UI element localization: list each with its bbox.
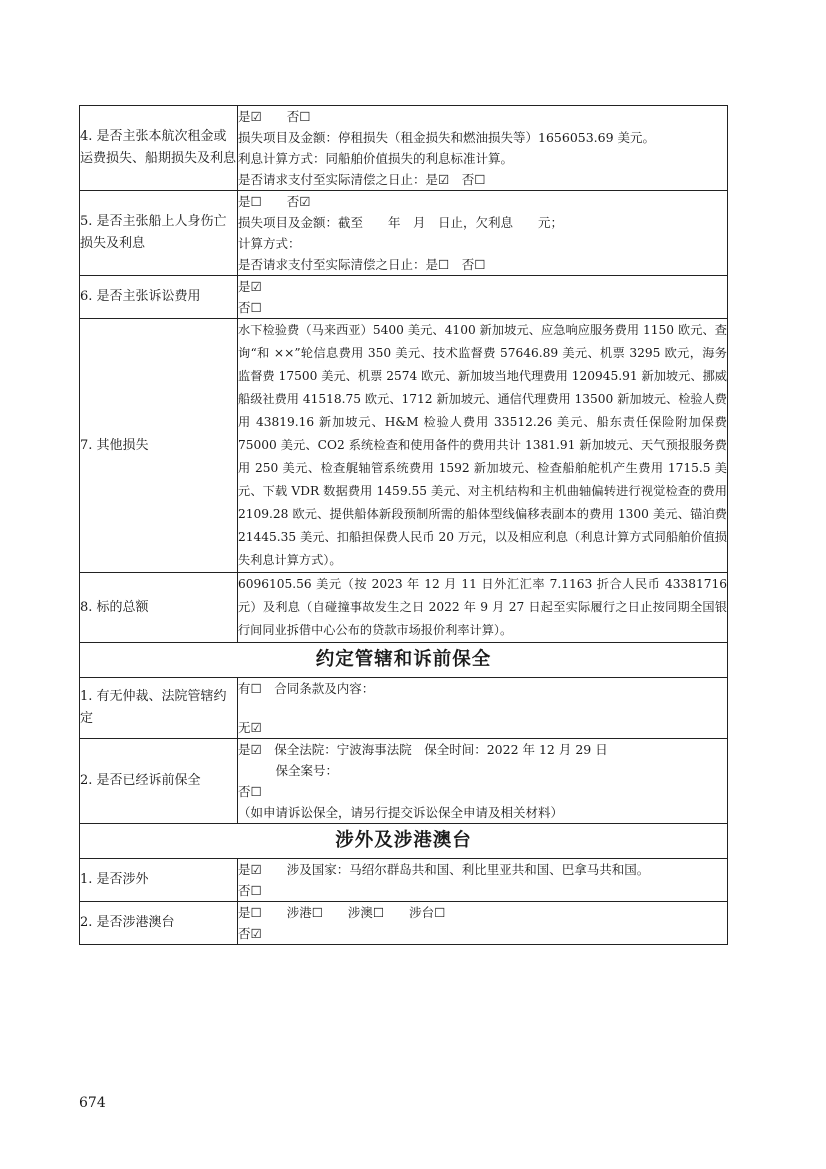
loss-items-amount: 损失项目及金额：截至 年 月 日止，欠利息 元；	[238, 215, 564, 230]
row-litigation-costs	[80, 276, 728, 319]
calculation-method: 计算方式：	[238, 236, 301, 251]
row-content	[238, 573, 728, 643]
row-foreign-related	[80, 859, 728, 902]
claim-form-table	[79, 105, 728, 945]
preservation-case-number: 保全案号：	[238, 763, 339, 778]
claim-choice: 是☐ 否☑	[238, 194, 311, 209]
section-title: 涉外及涉港澳台	[80, 824, 728, 859]
section-header-jurisdiction	[80, 643, 728, 678]
pay-until-settlement: 是否请求支付至实际清偿之日止：是☐ 否☐	[238, 257, 486, 272]
row-label: 2. 是否已经诉前保全	[80, 739, 238, 824]
pay-until-settlement: 是否请求支付至实际清偿之日止：是☑ 否☐	[238, 172, 486, 187]
other-losses-text: 水下检验费（马来西亚）5400 美元、4100 新加坡元、应急响应服务费用 1150 欧元、查询“和 ××”轮信息费用 350 美元、技术监督费 57646.89 美元、机票 3295 欧元，海务监督费 17500 美元、机票 2574 欧元、新加坡当地代理费用 120945.91 新加坡元、挪威船级社费用 41518.75 欧元、1712 新加坡元、通信代理费用 13500 新加坡元、检验人费用 43819.16 新加坡元、H&M 检验人费用 33512.26 美元、船东责任保险附加保费 75000 美元、CO2 系统检查和使用备件的费用共计 1381.91 新加坡元、天气预报服务费用 250 美元、检查艉轴管系统费用 1592 新加坡元、检查船舶舵机产生费用 1715.5 美元、下载 VDR 数据费用 1459.55 美元、对主机结构和主机曲轴偏转进行视觉检查的费用 2109.28 欧元、提供船体新段预制所需的船体型线偏移表副本的费用 1300 美元、锚泊费 21445.35 美元、扣船担保费人民币 20 万元，以及相应利息（利息计算方式同船舶价值损失利息计算方式）。	[238, 323, 727, 567]
row-label: 8. 标的总额	[80, 573, 238, 643]
preservation-court-time: 是☑ 保全法院：宁波海事法院 保全时间：2022 年 12 月 29 日	[238, 742, 608, 757]
has-agreement-option: 有☐ 合同条款及内容：	[238, 681, 375, 696]
preservation-note: （如申请诉讼保全，请另行提交诉讼保全申请及相关材料）	[238, 805, 564, 820]
yes-option: 是☑	[238, 279, 262, 294]
row-other-losses	[80, 319, 728, 573]
no-agreement-option: 无☑	[238, 720, 262, 735]
no-option: 否☐	[238, 784, 262, 799]
no-option: 否☑	[238, 926, 262, 941]
row-personal-injury	[80, 191, 728, 276]
row-label: 5. 是否主张船上人身伤亡损失及利息	[80, 191, 238, 276]
row-content	[238, 678, 728, 739]
row-content	[238, 191, 728, 276]
row-label: 1. 是否涉外	[80, 859, 238, 902]
row-label: 1. 有无仲裁、法院管辖约定	[80, 678, 238, 739]
row-label: 7. 其他损失	[80, 319, 238, 573]
row-content	[238, 859, 728, 902]
interest-method: 利息计算方式：同船舶价值损失的利息标准计算。	[238, 151, 514, 166]
row-label: 6. 是否主张诉讼费用	[80, 276, 238, 319]
claim-choice: 是☑ 否☐	[238, 109, 311, 124]
region-options: 是☐ 涉港☐ 涉澳☐ 涉台☐	[238, 905, 446, 920]
loss-items-amount: 损失项目及金额：停租损失（租金损失和燃油损失等）1656053.69 美元。	[238, 130, 656, 145]
row-content	[238, 902, 728, 945]
total-amount-text: 6096105.56 美元（按 2023 年 12 月 11 日外汇汇率 7.1163 折合人民币 43381716 元）及利息（自碰撞事故发生之日 2022 年 9 月 27 日起至实际履行之日止按同期全国银行间同业拆借中心公布的贷款市场报价利率计算）。	[238, 577, 727, 637]
no-option: 否☐	[238, 300, 262, 315]
row-label: 4. 是否主张本航次租金或运费损失、船期损失及利息	[80, 106, 238, 191]
row-total-amount	[80, 573, 728, 643]
row-pre-litigation-preservation	[80, 739, 728, 824]
row-content	[238, 106, 728, 191]
row-content	[238, 276, 728, 319]
row-content	[238, 319, 728, 573]
section-title: 约定管辖和诉前保全	[80, 643, 728, 678]
row-freight-loss	[80, 106, 728, 191]
no-option: 否☐	[238, 883, 262, 898]
row-label: 2. 是否涉港澳台	[80, 902, 238, 945]
row-content	[238, 739, 728, 824]
foreign-countries: 是☑ 涉及国家：马绍尔群岛共和国、利比里亚共和国、巴拿马共和国。	[238, 862, 650, 877]
page-number: 674	[79, 1095, 106, 1111]
row-jurisdiction-agreement	[80, 678, 728, 739]
row-hk-macao-taiwan	[80, 902, 728, 945]
section-header-foreign	[80, 824, 728, 859]
